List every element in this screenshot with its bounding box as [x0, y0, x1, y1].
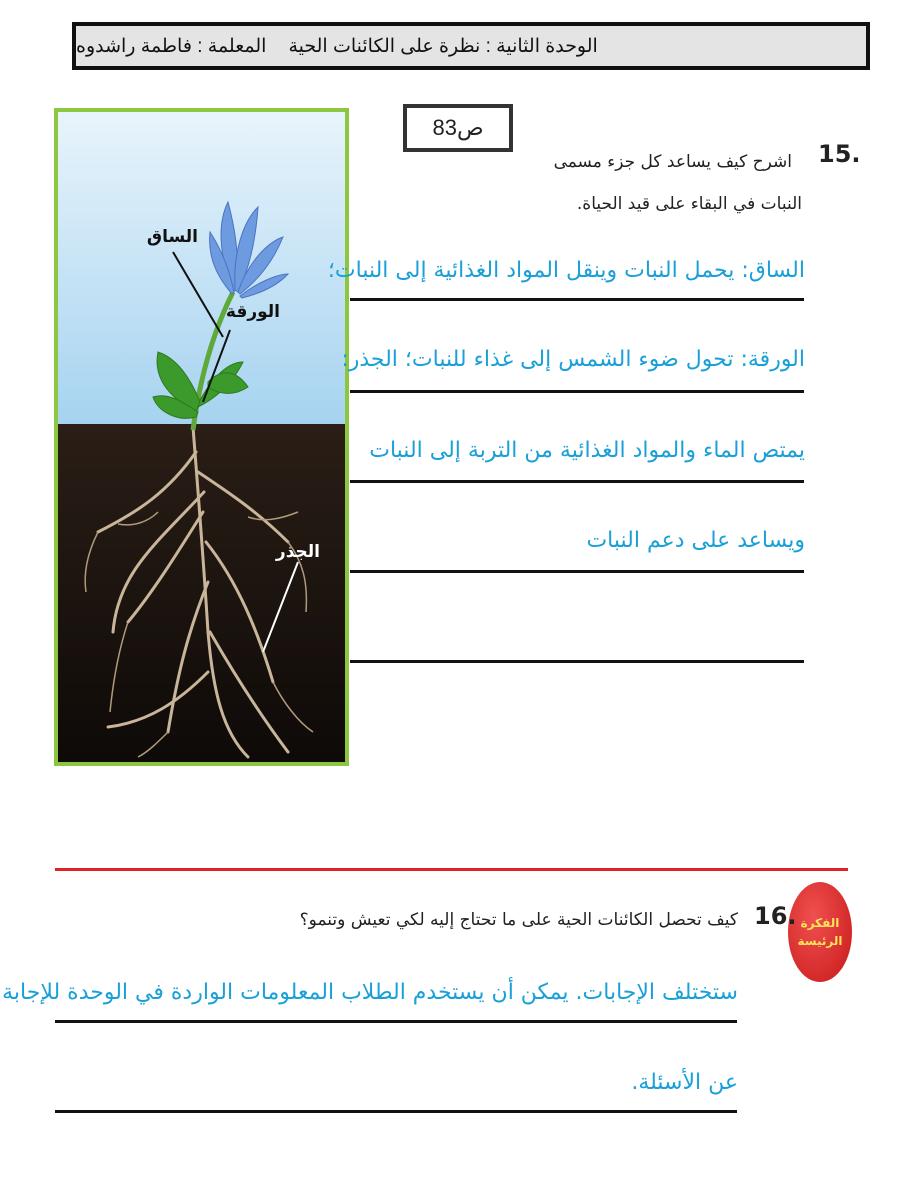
answer-line-1	[350, 298, 804, 301]
badge-line1: الفكرة	[800, 916, 840, 930]
question-15-text-line2: النبات في البقاء على قيد الحياة.	[576, 194, 802, 214]
answer-15-line3: يمتص الماء والمواد الغذائية من التربة إلى النبات	[369, 438, 805, 463]
page-number: ص83	[432, 115, 484, 140]
plant-figure	[54, 108, 349, 766]
answer-15-line1: الساق: يحمل النبات وينقل المواد الغذائية إلى النبات؛	[327, 258, 805, 283]
label-root: الجذر	[275, 542, 320, 562]
answer-16-rule-1	[55, 1020, 737, 1023]
answer-line-4	[350, 570, 804, 573]
answer-15-line4: ويساعد على دعم النبات	[586, 528, 805, 553]
answer-line-5	[350, 660, 804, 663]
section-divider	[55, 868, 848, 871]
answer-line-2	[350, 390, 804, 393]
answer-15-line2: الورقة: تحول ضوء الشمس إلى غذاء للنبات؛ الجذر:	[341, 347, 805, 372]
answer-line-3	[350, 480, 804, 483]
question-15-number: 15.	[818, 140, 861, 168]
badge-line2: الرئيسة	[797, 934, 843, 948]
header-teacher: المعلمة : فاطمة راشدوه	[76, 35, 267, 57]
worksheet-header	[72, 22, 870, 70]
question-16-text: كيف تحصل الكائنات الحية على ما تحتاج إليه لكي تعيش وتنمو؟	[299, 910, 738, 930]
label-leaf: الورقة	[225, 302, 280, 322]
answer-16-rule-2	[55, 1110, 737, 1113]
question-16-number: 16.	[754, 902, 797, 930]
main-idea-badge	[788, 882, 852, 982]
label-stem: الساق	[146, 227, 198, 247]
page-number-box	[403, 104, 513, 152]
header-unit: الوحدة الثانية : نظرة على الكائنات الحية	[288, 35, 598, 57]
answer-16-line1: ستختلف الإجابات. يمكن أن يستخدم الطلاب المعلومات الواردة في الوحدة للإجابة	[2, 980, 738, 1005]
question-15-text-line1: اشرح كيف يساعد كل جزء مسمى	[553, 152, 792, 172]
plant-illustration	[58, 112, 345, 762]
answer-16-line2: عن الأسئلة.	[631, 1070, 738, 1095]
